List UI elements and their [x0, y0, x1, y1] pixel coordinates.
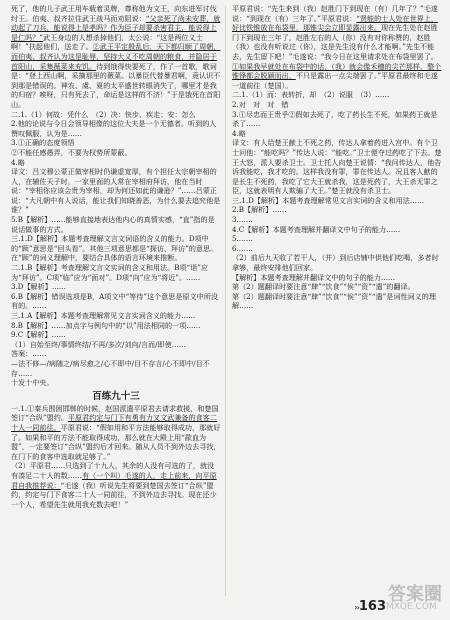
text: 平原君说：“先生来到（我）赵胜门下到现在（有）几年了？”毛遂说：“到现在（有）三年了。”平原君说： — [232, 4, 438, 23]
paragraph: ②不能任感愚弄，不要为权势所蒙蔽。 — [11, 147, 132, 157]
paragraph: 2.对 对 对 错 — [232, 99, 289, 109]
paragraph: 2.B【解析】…… — [232, 205, 287, 215]
underlined-text: “贤能的士人处在世界上，好比铁锥放在布袋里，那锥尖会立即显露出来。 — [232, 13, 438, 33]
paragraph: 4.略 — [232, 128, 246, 138]
paragraph — [232, 4, 442, 90]
paragraph: 3.…… — [232, 215, 253, 225]
watermark-line1: 答案圈 — [388, 584, 442, 605]
paragraph: 2.他的论说与今日会领导相像的这位大夫是一个无德者。听到的人赞叹佩服，认为是…… — [11, 119, 217, 138]
paragraph: 三.1.D【解析】本题考查理解文言文词语的含义的能力。D项中的“顾”意思是“回头看”。其他三项意思都是“探访、拜访”的意思。在“顾”的词义理解中，要结合具体的语言环境来推断。 — [11, 234, 218, 263]
paragraph: 3.①正确的态度领悟 — [11, 138, 75, 148]
paragraph: 第（2）题翻译时要注意“肆”“饮食”“俟”“资”“遣”是词性词义的理解…… — [232, 291, 436, 311]
paragraph: 4.略 — [11, 157, 25, 167]
paragraph: 第（2）题翻译时要注意“肆”“饮食”“俟”“资”“遣”的翻译。 — [232, 282, 415, 292]
paragraph: 9.C【解析】…… — [11, 330, 66, 340]
underlined-text: “父亲死了尚未安葬，就动起了刀兵，能说得上是孝吗？作为臣子却要杀害君主，能说得上是仁吗？” — [11, 13, 221, 42]
paragraph: 译文：有人给楚王献上不死之药，传达人拿着药进入宫中。有个卫士问他：“能吃吗？”传达人说：“能吃。”卫士便夺过药吃了下去。楚王大怒，派人要杀卫士。卫士托人向楚王说情：“我问传达人，他告诉我能吃，我才吃的。这样我没有罪，罪在传达人。况且客人献的是长生不死药，我吃了它大王就杀我，这是死药了，大王杀无罪之臣，这就表明有人欺骗了大王。”楚王就没有杀卫士。 — [232, 138, 442, 196]
watermark-line2: MXQE.COM — [386, 602, 437, 612]
text: 现在先生处在赵胜门下到现在三年了，赵胜左右的人（你）没有对你称赞的，赵胜（我）也没有听说过（你），这是先生没有什么才能啊。”先生不能去，先生留下吧！”毛遂说：“我今日在这里请求处在布袋里罢了。 — [232, 23, 438, 61]
text: 待到饿得快要死了，作了一首歌，歌词是：“登上西山啊，采摘那里的薇菜。以暴臣代替暴君啊，竟认识不到那是错误的。神农、虞、夏的太平盛世转眼消失了，哪里才是我的归宿？唉呀，只有死去了，命运是这样的不济！”于是饿死在首阳山。 — [11, 61, 221, 109]
paragraph: 5.B【解析】……能够直接地表达他内心的真情实感，“直”指的是说话做事的方式。 — [11, 215, 215, 234]
paragraph: 答案：…… — [11, 349, 47, 359]
text: （2）平原君……只选到了十九人，其余的人没有可选的了，就没有凑足二十人的数…… — [11, 461, 215, 480]
paragraph: 二.1.B【解析】考查理解文言文实词的含义和用法。B项“诣”应为“拜访”。C项“临”应为“面对”。D项“向”应为“将近”。…… — [11, 263, 208, 282]
paragraph: 三.1.A【解析】本题考查理解常见文言实词含义的能力…… — [11, 311, 196, 320]
text: “毛遂（我）听说先生将要到楚国去签订“合纵”盟约，约定与门下食客二十人一同前往，不到外边去寻找。现在还少一个人，希望先生就用我充数去吧！” — [11, 480, 217, 509]
paragraph: （1）自始至终/事情终结/不再/多次/刘向/言而/即使…… — [11, 339, 186, 349]
underlined-text: ②武王平定殷乱后，天下都归顺了周朝，而伯夷、叔齐认为这是耻辱，坚持大义不吃周朝的粮食，并隐居于首阳山，采集薇菜来充饥。 — [11, 42, 221, 71]
paragraph: 三.1.D【解析】本题考查理解常见文言实词的含义和用法…… — [232, 195, 425, 205]
paragraph: 译文：吕文穆公蒙正做宰相时仍谦虚宽厚，有个担任太宗朝宰相的人，在辅佐天子时，一家里面的人常在宰相府拜访，他在当时说：“宰相你应该会贵为宰相，却为何还如此的谦逊？”……吕蒙正说：“大凡朝中有人说话，能让我们知晓善恶，为什么要去追究他是谁？” — [11, 167, 221, 215]
paragraph: 4.C【解析】本题考查理解并翻译文中句子的能力…… — [232, 224, 401, 234]
paragraph: 十发十中央。 — [11, 378, 54, 388]
paragraph: 3.①尽忠而王贵乎②假如去死了，吃了药长生不死，如果药王就是杀了…… — [232, 109, 438, 129]
paragraph — [11, 404, 221, 462]
text: 死了，他的儿子武王用车载着灵牌，尊称他为文王，向东进军讨伐纣王。伯夷、叔齐拉住武王战马而劝阻说： — [11, 4, 217, 23]
paragraph: 3.D【解析】…… — [11, 282, 67, 292]
text: 不只是露出一点尖端罢了。”平原君最终和毛遂一道前往（楚国）。 — [232, 71, 438, 90]
right-column — [232, 4, 442, 604]
paragraph: （2）前后九天收了若干人，（并）到后店铺中供他们吃喝，多者时拿够，最终安排他们回家。 — [232, 253, 439, 273]
text: 平原君说：“假如用和平方法能够取得成功，那就好了。如果和平的方法不能取得成功，那么就在大殿上用“歃血为盟”，一定要签订“合纵”盟约后才回来。随从人员不到外边去寻找，在门下的食客中选取就足够了。” — [11, 422, 221, 461]
paragraph — [11, 4, 221, 110]
underlined-text: 有（一个叫）毛遂的人，走上前来，向平原君自我推荐说： — [11, 470, 217, 490]
page-number-ornament-icon: ›› — [354, 603, 359, 612]
page-number-text: 163 — [358, 599, 386, 614]
paragraph: 二.1.（1）而：表转折，却 （2）说服 （3）…… — [232, 90, 390, 100]
column-divider — [225, 6, 226, 596]
section-title: 百练九十三 — [92, 390, 140, 402]
paragraph: —法不修—/病随之/病尽愈之/心不即中/目不存言/心不即中/目不存…… — [11, 358, 210, 378]
paragraph: 5.…… — [232, 234, 253, 244]
paragraph: 【解析】本题考查理解并翻译文中的句子的能力…… — [232, 272, 396, 282]
watermark-logo — [382, 578, 444, 618]
paragraph: 6.B【解析】错误选项是B，A项文中“等待”这个意思是原文中所没有的。…… — [11, 291, 218, 311]
paragraph — [11, 461, 221, 509]
paragraph: 二.1.（1）何故：凭什么 （2）决：快步、疾走；安：怎么 — [11, 109, 196, 119]
paragraph: 6.…… — [232, 243, 253, 253]
text: 一.1.①秦兵围困邯郸的时候，赵国派遣平原君去请求救援，和楚国签订“合纵”盟约。 — [11, 403, 219, 423]
text: 武王身边的人想杀掉他们，太公说：“这是两位义士啊！”扶起他们，送走了。 — [11, 32, 203, 52]
paragraph: 8.B【解析】……加点字与例句中的“以”用法相同的一项…… — [11, 320, 201, 330]
underlined-text: 平原君约定与门下有勇有力又文武兼备的食客二十人一同前往。 — [11, 413, 217, 432]
underlined-text: ①如果我早就处在布袋中的话，（我）就会像禾穗的尖芒那样，整个锥锋都会脱颖而出， — [232, 61, 442, 81]
left-column — [11, 4, 221, 604]
